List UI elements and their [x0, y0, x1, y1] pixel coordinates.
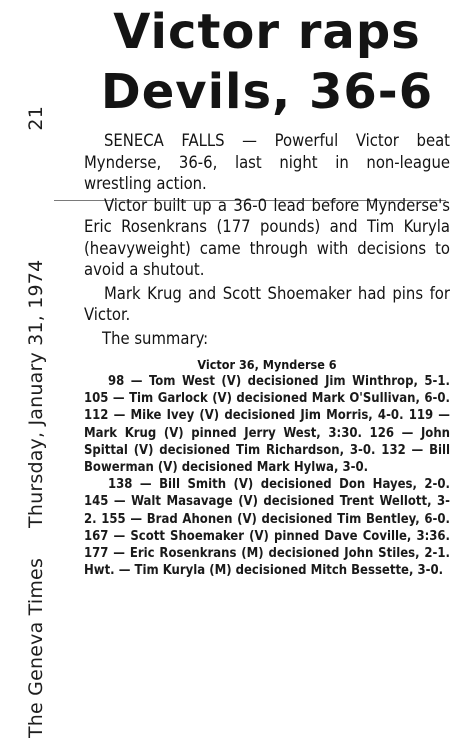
sideline — [0, 0, 72, 738]
results-heading: Victor 36, Mynderse 6 — [197, 357, 337, 372]
headline-line-1: Victor raps — [113, 4, 421, 60]
publication-name: The Geneva Times — [25, 557, 47, 738]
paragraph-3: Mark Krug and Scott Shoemaker had pins for Victor. — [84, 283, 450, 324]
headline-line-2: Devils, 36-6 — [100, 64, 434, 120]
results-paragraph-1: 98 — Tom West (V) decisioned Jim Winthrop, 5-1. 105 — Tim Garlock (V) decisioned Mark O'Sullivan, 6-0. 112 — Mike Ivey (V) decisioned Jim Morris, 4-0. 119 — Mark Krug (V) pinned Jerry West, 3:30. 126 — John Spittal (V) decisioned Tim Richardson, 3-0. 132 — Bill Bowerman (V) decisioned Mark Hylwa, 3-0. — [84, 374, 450, 476]
sideline-text — [22, 104, 50, 744]
summary-label: The summary: — [102, 328, 209, 348]
article — [84, 0, 450, 579]
article-body — [84, 130, 450, 349]
results-paragraph-2: 138 — Bill Smith (V) decisioned Don Hayes, 2-0. 145 — Walt Masavage (V) decisioned Trent Wellott, 3-2. 155 — Brad Ahonen (V) decisioned Tim Bentley, 6-0. 167 — Scott Shoemaker (V) pinned Dave Coville, 3:36. 177 — Eric Rosenkrans (M) decisioned John Stiles, 2-1. Hwt. — Tim Kuryla (M) decisioned Mitch Bessette, 3-0. — [84, 477, 450, 579]
paragraph-lead: SENECA FALLS — Powerful Victor beat Mynderse, 36-6, last night in non-league wrestling action. — [84, 131, 450, 193]
headline — [84, 2, 450, 122]
page-number: 21 — [25, 106, 47, 131]
results-list — [84, 373, 450, 579]
paragraph-2: Victor built up a 36-0 lead before Mynderse's Eric Rosenkrans (177 pounds) and Tim Kuryla (heavyweight) came through with decisions to avoid a shutout. — [84, 195, 450, 279]
publication-date: Thursday, January 31, 1974 — [25, 259, 47, 528]
